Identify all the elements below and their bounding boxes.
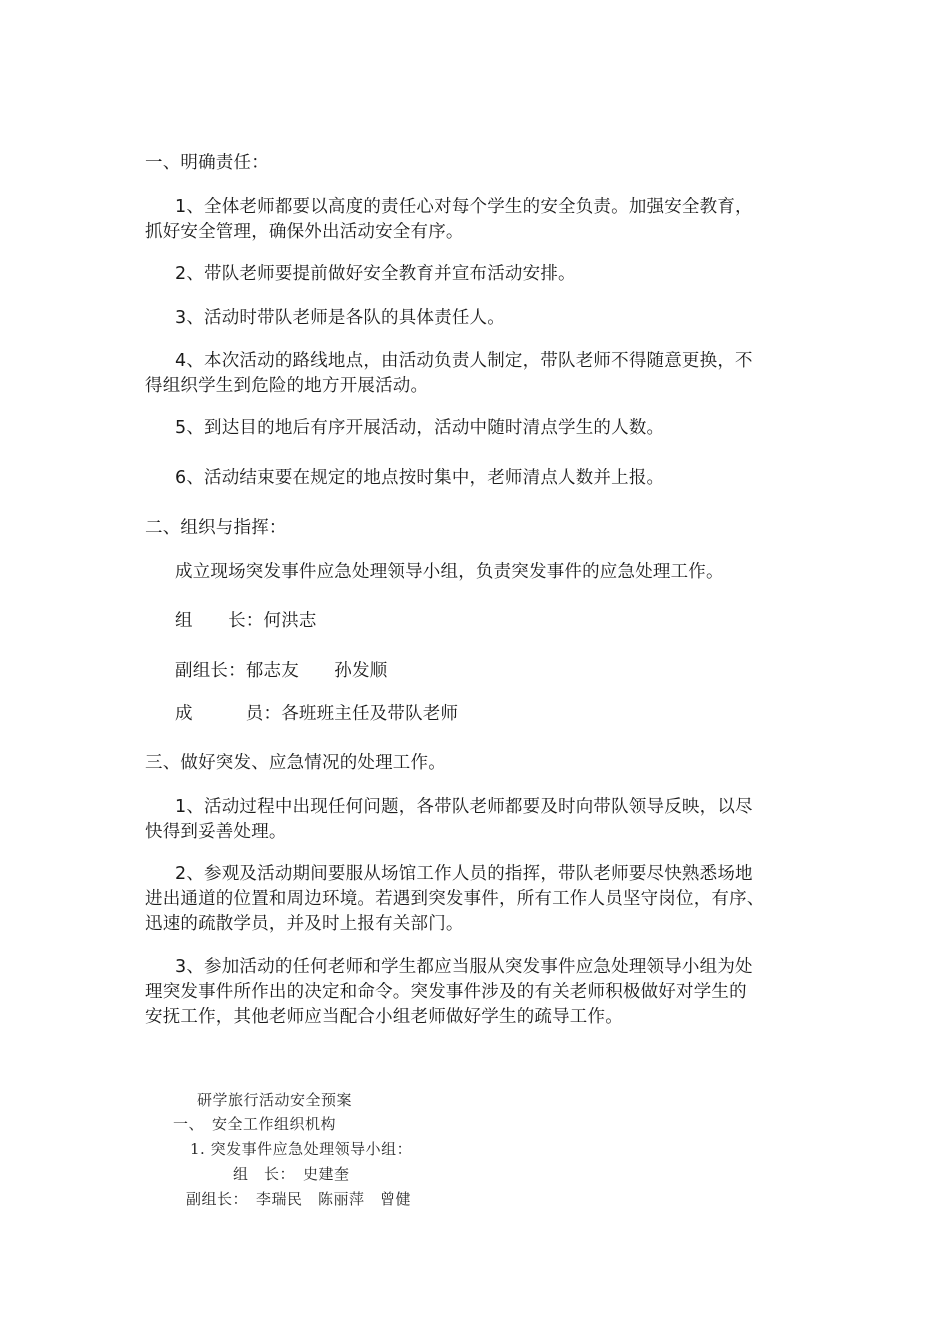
- members-row: [175, 701, 458, 727]
- appendix-deputies: 副组长： 李瑞民 陈丽萍 曾健: [186, 1190, 412, 1208]
- members-value: 各班班主任及带队老师: [281, 704, 459, 724]
- section1-item1-line1: 1、全体老师都要以高度的责任心对每个学生的安全负责。加强安全教育，: [175, 197, 753, 217]
- leader-name: 何洪志: [263, 611, 317, 631]
- appendix-heading: 一、 安全工作组织机构: [173, 1115, 337, 1133]
- section3-item1-line1: 1、活动过程中出现任何问题，各带队老师都要及时向带队领导反映，以尽: [175, 797, 753, 817]
- members-label: 成 员：: [175, 704, 282, 724]
- section3-item3-line1: 3、参加活动的任何老师和学生都应当服从突发事件应急处理领导小组为处: [175, 957, 753, 977]
- section1-item5: 5、到达目的地后有序开展活动，活动中随时清点学生的人数。: [175, 418, 665, 438]
- section1-item3: 3、活动时带队老师是各队的具体责任人。: [175, 308, 505, 328]
- deputy-label: 副组长：: [175, 661, 246, 681]
- section2-intro: 成立现场突发事件应急处理领导小组，负责突发事件的应急处理工作。: [175, 562, 724, 582]
- section1-item2: 2、带队老师要提前做好安全教育并宣布活动安排。: [175, 264, 576, 284]
- section3-item2-line3: 迅速的疏散学员，并及时上报有关部门。: [145, 914, 464, 934]
- section1-heading: 一、明确责任：: [145, 153, 269, 173]
- section3-item3-line2: 理突发事件所作出的决定和命令。突发事件涉及的有关老师积极做好对学生的: [145, 982, 747, 1002]
- deputy-row: [175, 658, 387, 684]
- section3-item2-line2: 进出通道的位置和周边环境。若遇到突发事件，所有工作人员坚守岗位，有序、: [145, 889, 765, 909]
- leader-row: [175, 608, 317, 634]
- appendix-title: 研学旅行活动安全预案: [197, 1091, 353, 1109]
- appendix-sub1: 1. 突发事件应急处理领导小组：: [190, 1140, 413, 1158]
- leader-label: 组 长：: [175, 611, 264, 631]
- section2-heading: 二、组织与指挥：: [145, 518, 287, 538]
- section3-item2-line1: 2、参观及活动期间要服从场馆工作人员的指挥，带队老师要尽快熟悉场地: [175, 864, 753, 884]
- section3-item1-line2: 快得到妥善处理。: [145, 822, 287, 842]
- section3-heading: 三、做好突发、应急情况的处理工作。: [145, 753, 446, 773]
- section1-item4-line1: 4、本次活动的路线地点，由活动负责人制定，带队老师不得随意更换，不: [175, 351, 753, 371]
- section1-item6: 6、活动结束要在规定的地点按时集中，老师清点人数并上报。: [175, 468, 665, 488]
- section3-item3-line3: 安抚工作，其他老师应当配合小组老师做好学生的疏导工作。: [145, 1007, 623, 1027]
- section1-item1-line2: 抓好安全管理，确保外出活动安全有序。: [145, 222, 464, 242]
- section1-item4-line2: 得组织学生到危险的地方开展活动。: [145, 376, 429, 396]
- appendix-leader: 组 长： 史建奎: [233, 1165, 350, 1183]
- deputy-names: 郁志友 孙发顺: [245, 661, 388, 681]
